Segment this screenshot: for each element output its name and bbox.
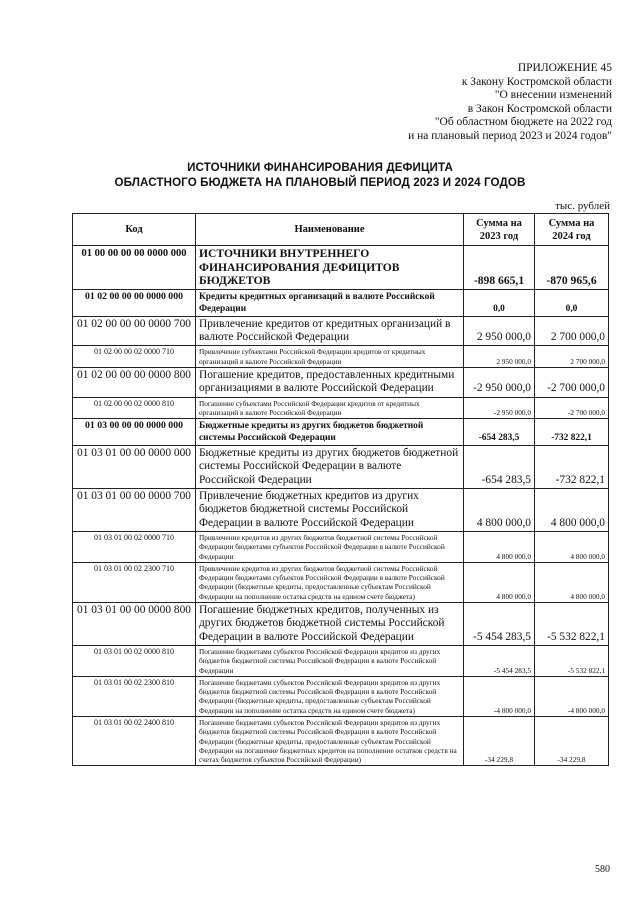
row-sum-2023: 4 800 000,0 xyxy=(464,489,535,532)
row-sum-2023: -5 454 283,5 xyxy=(464,645,535,676)
row-sum-2023: 2 950 000,0 xyxy=(464,346,535,368)
row-name: Погашение бюджетами субъектов Российской Федерации кредитов из других бюджетов бюджетной системы Российской Федерации в валюте Российской Федерации (бюджетные кредиты, предоставленные субъектам Российской Федерации на пополнение остатка средств на едином счете бюджета) xyxy=(196,676,464,716)
row-name: ИСТОЧНИКИ ВНУТРЕННЕГО ФИНАНСИРОВАНИЯ ДЕФИЦИТОВ БЮДЖЕТОВ xyxy=(196,246,464,290)
row-name: Бюджетные кредиты из других бюджетов бюджетной системы Российской Федерации в валюте Российской Федерации xyxy=(196,446,464,489)
row-code: 01 02 00 00 00 0000 800 xyxy=(73,367,196,397)
row-sum-2023: -2 950 000,0 xyxy=(464,397,535,419)
row-name: Бюджетные кредиты из других бюджетов бюджетной системы Российской Федерации xyxy=(196,419,464,446)
row-code: 01 03 00 00 00 0000 000 xyxy=(73,419,196,446)
appendix-line: к Закону Костромской области xyxy=(461,75,612,88)
row-sum-2023: -2 950 000,0 xyxy=(464,367,535,397)
table-row xyxy=(73,676,609,716)
row-name: Погашение бюджетами субъектов Российской Федерации кредитов из других бюджетов бюджетной системы Российской Федерации в валюте Российской Федерации (бюджетные кредиты, предоставленные субъектам Российской Федерации на погашение бюджетных кредитов на пополнение остатков средств на счетах бюджетов субъектов Российской Федерации) xyxy=(196,716,464,765)
appendix-line: "Об областном бюджете на 2022 год xyxy=(434,116,612,129)
row-name: Погашение бюджетных кредитов, полученных из других бюджетов бюджетной системы Российской Федерации в валюте Российской Федерации xyxy=(196,603,464,646)
table-row xyxy=(73,531,609,562)
row-code: 01 03 01 00 02 0000 810 xyxy=(73,645,196,676)
appendix-line: ПРИЛОЖЕНИЕ 45 xyxy=(517,62,612,74)
row-sum-2024: 0,0 xyxy=(535,289,609,316)
row-sum-2023: -898 665,1 xyxy=(464,246,535,290)
table-row xyxy=(73,716,609,765)
row-name: Привлечение кредитов из других бюджетов бюджетной системы Российской Федерации бюджетами субъектов Российской Федерации в валюте Российской Федерации xyxy=(196,531,464,562)
appendix-line: и на плановый период 2023 и 2024 годов" xyxy=(408,129,612,142)
table-row xyxy=(73,246,609,290)
row-sum-2024: -5 532 822,1 xyxy=(535,645,609,676)
financing-sources-table xyxy=(72,213,609,766)
row-code: 01 00 00 00 00 0000 000 xyxy=(73,246,196,290)
row-name: Кредиты кредитных организаций в валюте Российской Федерации xyxy=(196,289,464,316)
appendix-line: в Закон Костромской области xyxy=(467,102,612,115)
table-row xyxy=(73,346,609,368)
row-sum-2024: 2 700 000,0 xyxy=(535,316,609,346)
table-row xyxy=(73,367,609,397)
row-sum-2024: -4 800 000,0 xyxy=(535,676,609,716)
header-name: Наименование xyxy=(196,214,464,246)
row-sum-2024: 4 800 000,0 xyxy=(535,562,609,602)
row-sum-2024: -870 965,6 xyxy=(535,246,609,290)
table-header-row xyxy=(73,214,609,246)
row-sum-2023: -5 454 283,5 xyxy=(464,603,535,646)
row-sum-2024: 4 800 000,0 xyxy=(535,489,609,532)
row-sum-2024: -2 700 000,0 xyxy=(535,367,609,397)
row-sum-2023: 2 950 000,0 xyxy=(464,316,535,346)
row-name: Привлечение субъектами Российской Федерации кредитов от кредитных организаций в валюте Российской Федерации xyxy=(196,346,464,368)
table-row xyxy=(73,603,609,646)
document-title xyxy=(0,161,640,190)
row-code: 01 03 01 00 02 2300 810 xyxy=(73,676,196,716)
table-row xyxy=(73,562,609,602)
row-sum-2024: -2 700 000,0 xyxy=(535,397,609,419)
row-code: 01 03 01 00 02 2400 810 xyxy=(73,716,196,765)
row-code: 01 03 01 00 00 0000 800 xyxy=(73,603,196,646)
row-name: Привлечение бюджетных кредитов из других бюджетов бюджетной системы Российской Федерации в валюте Российской Федерации xyxy=(196,489,464,532)
row-code: 01 02 00 00 02 0000 810 xyxy=(73,397,196,419)
row-sum-2023: -654 283,5 xyxy=(464,419,535,446)
row-sum-2024: -5 532 822,1 xyxy=(535,603,609,646)
row-code: 01 03 01 00 02 0000 710 xyxy=(73,531,196,562)
row-name: Погашение бюджетами субъектов Российской Федерации кредитов из других бюджетов бюджетной системы Российской Федерации в валюте Российской Федерации xyxy=(196,645,464,676)
row-sum-2023: -34 229,8 xyxy=(464,716,535,765)
title-line-1: ИСТОЧНИКИ ФИНАНСИРОВАНИЯ ДЕФИЦИТА xyxy=(187,161,453,174)
row-sum-2024: -732 822,1 xyxy=(535,446,609,489)
row-sum-2023: 4 800 000,0 xyxy=(464,562,535,602)
row-code: 01 03 01 00 00 0000 000 xyxy=(73,446,196,489)
row-name: Погашение субъектами Российской Федерации кредитов от кредитных организаций в валюте Российской Федерации xyxy=(196,397,464,419)
header-sum-2024: Сумма на 2024 год xyxy=(535,214,609,246)
row-sum-2023: -654 283,5 xyxy=(464,446,535,489)
title-line-2: ОБЛАСТНОГО БЮДЖЕТА НА ПЛАНОВЫЙ ПЕРИОД 2023 И 2024 ГОДОВ xyxy=(114,175,526,189)
row-sum-2024: -732 822,1 xyxy=(535,419,609,446)
row-code: 01 03 01 00 02 2300 710 xyxy=(73,562,196,602)
row-code: 01 03 01 00 00 0000 700 xyxy=(73,489,196,532)
table-row xyxy=(73,645,609,676)
table-row xyxy=(73,316,609,346)
table-row xyxy=(73,289,609,316)
row-name: Привлечение кредитов из других бюджетов бюджетной системы Российской Федерации бюджетами субъектов Российской Федерации в валюте Российской Федерации (бюджетные кредиты, предоставленные субъектам Российской Федерации на пополнение остатка средств на едином счете бюджета) xyxy=(196,562,464,602)
appendix-line: "О внесении изменений xyxy=(494,89,612,102)
table-row xyxy=(73,446,609,489)
row-sum-2023: 4 800 000,0 xyxy=(464,531,535,562)
row-name: Привлечение кредитов от кредитных организаций в валюте Российской Федерации xyxy=(196,316,464,346)
header-code: Код xyxy=(73,214,196,246)
row-code: 01 02 00 00 02 0000 710 xyxy=(73,346,196,368)
row-code: 01 02 00 00 00 0000 000 xyxy=(73,289,196,316)
table-row xyxy=(73,397,609,419)
row-sum-2023: 0,0 xyxy=(464,289,535,316)
row-sum-2023: -4 800 000,0 xyxy=(464,676,535,716)
units-label: тыс. рублей xyxy=(555,200,610,212)
table-row xyxy=(73,489,609,532)
page-number: 580 xyxy=(595,864,610,875)
row-sum-2024: 2 700 000,0 xyxy=(535,346,609,368)
table-row xyxy=(73,419,609,446)
row-sum-2024: 4 800 000,0 xyxy=(535,531,609,562)
header-sum-2023: Сумма на 2023 год xyxy=(464,214,535,246)
appendix-header xyxy=(408,62,612,144)
row-name: Погашение кредитов, предоставленных кредитными организациями в валюте Российской Федерации xyxy=(196,367,464,397)
row-code: 01 02 00 00 00 0000 700 xyxy=(73,316,196,346)
row-sum-2024: -34 229,8 xyxy=(535,716,609,765)
